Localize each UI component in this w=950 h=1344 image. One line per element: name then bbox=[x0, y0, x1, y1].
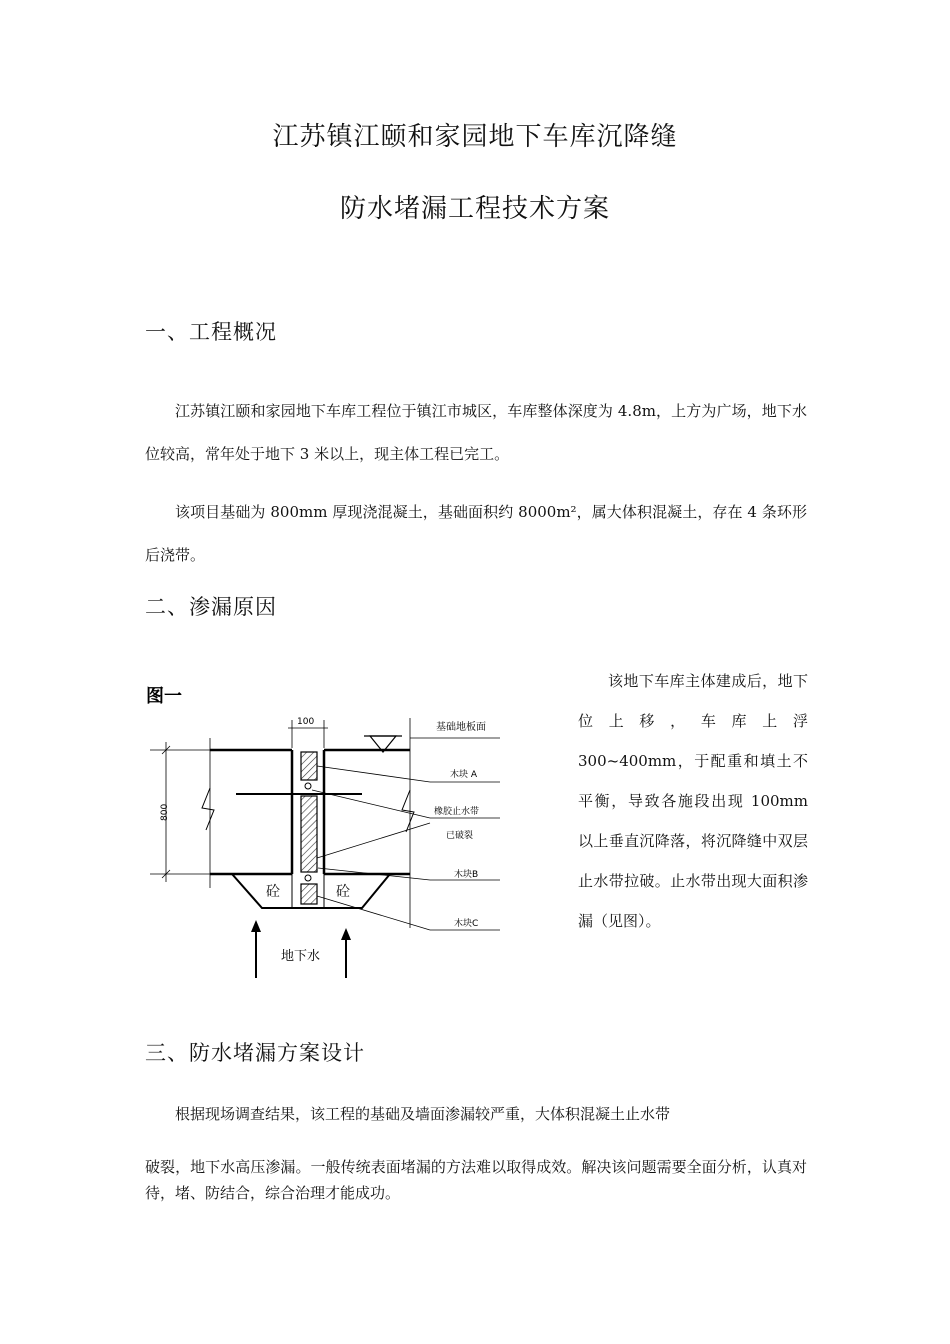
document-title-line1: 江苏镇江颐和家园地下车库沉降缝 bbox=[272, 122, 678, 152]
dim-side-label: 800 bbox=[160, 803, 170, 821]
section2-side-text: 该地下车库主体建成后，地下位上移，车库上浮 300~400mm，于配重和填土不平衡，导致各施段出现 100mm 以上垂直沉降落，将沉降缝中双层止水带拉破。止水带出现大面积渗漏（见图）。 bbox=[578, 672, 808, 930]
dim-top-label: 100 bbox=[297, 717, 315, 727]
section2-heading: 二、渗漏原因 bbox=[145, 595, 277, 619]
section3-paragraph1: 根据现场调查结果，该工程的基础及墙面渗漏较严重，大体积混凝土止水带 bbox=[175, 1105, 671, 1123]
groundwater-label: 地下水 bbox=[281, 949, 321, 964]
label-base-floor: 基础地板面 bbox=[436, 722, 486, 733]
section3-paragraph2: 破裂，地下水高压渗漏。一般传统表面堵漏的方法难以取得成效。解决该问题需要全面分析，认真对待，堵、防结合，综合治理才能成功。 bbox=[145, 1158, 807, 1202]
document-title-line2: 防水堵漏工程技术方案 bbox=[339, 194, 610, 224]
concrete-right-label: 砼 bbox=[336, 884, 350, 900]
section1-paragraph1: 江苏镇江颐和家园地下车库工程位于镇江市城区，车库整体深度为 4.8m，上方为广场，地下水位较高，常年处于地下 3 米以上，现主体工程已完工。 bbox=[145, 402, 807, 463]
label-broken: 已破裂 bbox=[446, 831, 474, 841]
figure-drawing bbox=[140, 678, 560, 988]
section1-paragraph2: 该项目基础为 800mm 厚现浇混凝土，基础面积约 8000m²，属大体积混凝土，存在 4 条环形后浇带。 bbox=[145, 503, 807, 564]
label-wood-c: 木块C bbox=[454, 919, 479, 929]
section1-heading: 一、工程概况 bbox=[145, 320, 277, 344]
settlement-joint-figure bbox=[140, 678, 560, 988]
label-wood-a: 木块 A bbox=[450, 770, 478, 780]
label-wood-b: 木块B bbox=[454, 870, 479, 880]
concrete-left-label: 砼 bbox=[266, 884, 280, 900]
figure-label: 图一 bbox=[146, 686, 182, 707]
section3-heading: 三、防水堵漏方案设计 bbox=[145, 1041, 365, 1065]
label-rubber-waterstop: 橡胶止水带 bbox=[434, 807, 480, 817]
